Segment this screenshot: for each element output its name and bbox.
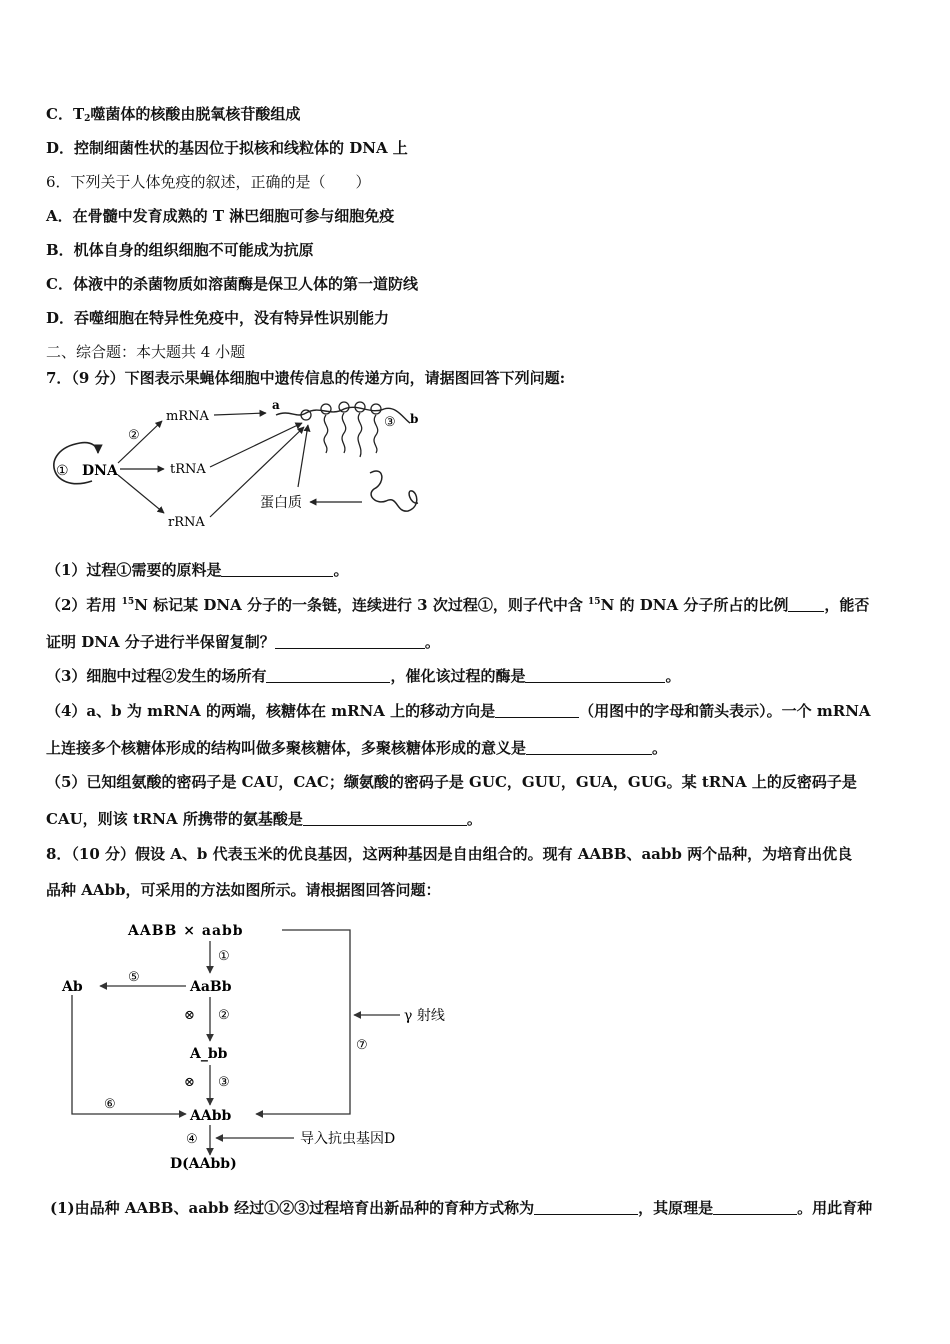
q7-part5: （5）已知组氨酸的密码子是 CAU，CAC；缬氨酸的密码子是 GUC，GUU，GUA，GUG。某 tRNA 上的反密码子是	[46, 773, 857, 791]
answer-blank[interactable]	[266, 668, 390, 683]
arrow-dna-mrna	[118, 421, 162, 463]
answer-blank[interactable]	[534, 1200, 638, 1215]
end-b-label: b	[410, 412, 419, 426]
q7-part3: （3）细胞中过程②发生的场所有 ，催化该过程的酶是 。	[46, 667, 681, 685]
arrow-mrna-strand	[214, 413, 266, 415]
q6-option-d: D．吞噬细胞在特异性免疫中，没有特异性识别能力	[46, 309, 390, 327]
q8-part1: (1)由品种 AABB、aabb 经过①②③过程培育出新品种的育种方式称为 ，其原理是 。用此育种	[50, 1199, 873, 1217]
dna-label: DNA	[82, 463, 118, 479]
answer-blank[interactable]	[221, 562, 333, 577]
q8-stem-cont: 品种 AAbb，可采用的方法如图所示。请根据图回答问题：	[46, 881, 441, 899]
ab-label: Ab	[62, 979, 83, 995]
step4-label: ④	[186, 1132, 198, 1147]
circle-1: ①	[56, 463, 69, 479]
circle-3: ③	[384, 415, 396, 430]
arrow-step7	[256, 930, 350, 1114]
q7-stem: 7．（9 分）下图表示果蝇体细胞中遗传信息的传递方向，请据图回答下列问题:	[46, 369, 566, 387]
q5-option-c: C．$T_2$噬菌体的核酸由脱氧核苷酸组成	[46, 105, 301, 124]
selfing-mark-1: ⊗	[184, 1008, 195, 1023]
q6-option-b: B．机体自身的组织细胞不可能成为抗原	[46, 241, 314, 259]
mrna-label: mRNA	[166, 409, 209, 424]
answer-blank[interactable]	[526, 740, 652, 755]
q7-part4: （4）a、b 为 mRNA 的两端，核糖体在 mRNA 上的移动方向是 （用图中的字母和箭头表示）。一个 mRNA	[46, 702, 871, 720]
q7-part4-cont: 上连接多个核糖体形成的结构叫做多聚核糖体，多聚核糖体形成的意义是 。	[46, 739, 668, 757]
final-label: D(AAbb)	[170, 1156, 237, 1172]
gene-label: 导入抗虫基因D	[300, 1131, 396, 1147]
q7-part1: （1）过程①需要的原料是 。	[46, 561, 349, 579]
gamma-label: γ 射线	[404, 1008, 445, 1024]
step2-label: ②	[218, 1008, 230, 1023]
rrna-label: rRNA	[168, 515, 205, 530]
step6-label: ⑥	[104, 1097, 116, 1112]
answer-blank[interactable]	[275, 634, 425, 649]
arrow-trna-strand	[210, 423, 302, 467]
q6-option-c: C．体液中的杀菌物质如溶菌酶是保卫人体的第一道防线	[46, 275, 418, 293]
end-a-label: a	[272, 398, 280, 412]
q6-option-a: A．在骨髓中发育成熟的 T 淋巴细胞可参与细胞免疫	[46, 207, 395, 225]
q8-stem: 8．（10 分）假设 A、b 代表玉米的优良基因，这两种基因是自由组合的。现有 AABB、aabb 两个品种，为培育出优良	[46, 845, 853, 863]
target-aabb-label: AAbb	[190, 1108, 232, 1124]
answer-blank[interactable]	[525, 668, 665, 683]
q7-part5-cont: CAU，则该 tRNA 所携带的氨基酸是 。	[46, 810, 482, 828]
polypeptide-chain	[370, 471, 418, 511]
answer-blank[interactable]	[495, 703, 579, 718]
step7-label: ⑦	[356, 1038, 368, 1053]
circle-2: ②	[128, 428, 140, 443]
parents-label: AABB × aabb	[128, 923, 244, 939]
selfing-mark-2: ⊗	[184, 1075, 195, 1090]
q7-figure	[40, 395, 440, 535]
a-bb-label: A_bb	[190, 1046, 228, 1062]
step5-label: ⑤	[128, 970, 140, 985]
q5-option-d: D．控制细菌性状的基因位于拟核和线粒体的 DNA 上	[46, 139, 408, 157]
arrow-protein	[298, 425, 308, 487]
answer-blank[interactable]	[303, 811, 467, 826]
q7-part2: （2）若用 $^{15}$N 标记某 DNA 分子的一条链，连续进行 3 次过程①，则子代中含 $^{15}$N 的 DNA 分子所占的比例 ，能否	[46, 596, 870, 614]
answer-blank[interactable]	[788, 597, 824, 612]
answer-blank[interactable]	[713, 1200, 797, 1215]
arrow-dna-rrna	[118, 475, 164, 513]
trna-label: tRNA	[170, 462, 206, 477]
f1-label: AaBb	[190, 979, 232, 995]
step3-label: ③	[218, 1075, 230, 1090]
step1-label: ①	[218, 949, 230, 964]
arrow-step6	[72, 995, 186, 1114]
section-heading: 二、综合题：本大题共 4 小题	[46, 343, 246, 361]
protein-label: 蛋白质	[260, 495, 302, 511]
q7-part2-cont: 证明 DNA 分子进行半保留复制？ 。	[46, 633, 440, 651]
q6-stem: 6．下列关于人体免疫的叙述，正确的是（ ）	[46, 173, 371, 191]
q8-breeding-figure	[60, 915, 480, 1175]
